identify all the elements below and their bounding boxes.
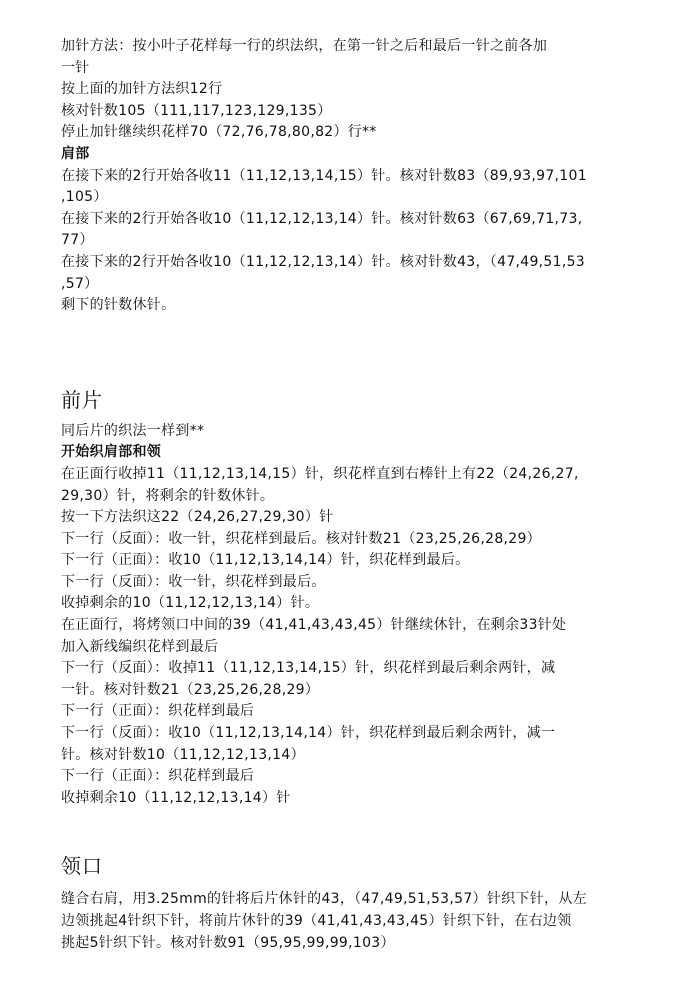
neck-shoulder-subheading: 开始织肩部和领 bbox=[61, 444, 162, 461]
document-page bbox=[61, 36, 651, 954]
neckline-heading: 领口 bbox=[61, 854, 103, 879]
paragraph-line: 下一行（反面）：收一针，织花样到最后。 bbox=[61, 573, 326, 590]
back-piece-section bbox=[61, 36, 651, 317]
paragraph-line: 下一行（反面）：收掉11（11,12,13,14,15）针，织花样到最后剩余两针，减 bbox=[61, 660, 556, 677]
paragraph-line: 一针 bbox=[61, 59, 90, 76]
paragraph-line: 收掉剩余的10（11,12,12,13,14）针。 bbox=[61, 595, 320, 612]
paragraph-line: 下一行（正面）：收10（11,12,13,14,14）针，织花样到最后。 bbox=[61, 552, 470, 569]
paragraph-line: 下一行（正面）：织花样到最后 bbox=[61, 703, 255, 720]
paragraph-line: 在接下来的2行开始各收10（11,12,12,13,14）针。核对针数43，（47,49,51,53 bbox=[61, 253, 586, 270]
paragraph-line: 收掉剩余10（11,12,12,13,14）针 bbox=[61, 789, 291, 806]
paragraph-line: 核对针数105（111,117,123,129,135） bbox=[61, 102, 332, 119]
paragraph-line: 一针。核对针数21（23,25,26,28,29） bbox=[61, 681, 320, 698]
neckline-section bbox=[61, 889, 651, 954]
paragraph-line: 剩下的针数休针。 bbox=[61, 297, 176, 314]
paragraph-line: 缝合右肩，用3.25mm的针将后片休针的43，（47,49,51,53,57）针织下针，从左 bbox=[61, 891, 587, 908]
paragraph-line: 加针方法：按小叶子花样每一行的织法织，在第一针之后和最后一针之前各加 bbox=[61, 38, 548, 54]
paragraph-line: 在正面行，将烤领口中间的39（41,41,43,43,45）针继续休针，在剩余33针处 bbox=[61, 617, 567, 634]
paragraph-line: 下一行（反面）：收10（11,12,13,14,14）针，织花样到最后剩余两针，减一 bbox=[61, 725, 556, 742]
paragraph-line: 按一下方法织这22（24,26,27,29,30）针 bbox=[61, 509, 334, 526]
paragraph-line: 下一行（反面）：收一针，织花样到最后。核对针数21（23,25,26,28,29） bbox=[61, 530, 541, 547]
front-piece-section bbox=[61, 421, 651, 810]
paragraph-line: ,57） bbox=[61, 275, 99, 292]
paragraph-line: 停止加针继续织花样70（72,76,78,80,82）行** bbox=[61, 124, 377, 141]
paragraph-line: 挑起5针织下针。核对针数91（95,95,99,99,103） bbox=[61, 934, 395, 951]
paragraph-line: 在接下来的2行开始各收10（11,12,12,13,14）针。核对针数63（67,69,71,73, bbox=[61, 210, 583, 227]
paragraph-line: 针。核对针数10（11,12,12,13,14） bbox=[61, 746, 305, 763]
shoulder-subheading: 肩部 bbox=[61, 145, 90, 162]
paragraph-line: 77） bbox=[61, 232, 94, 249]
paragraph-line: 29,30）针，将剩余的针数休针。 bbox=[61, 487, 275, 504]
paragraph-line: 下一行（正面）：织花样到最后 bbox=[61, 768, 255, 785]
paragraph-line: 按上面的加针方法织12行 bbox=[61, 81, 223, 98]
paragraph-line: 在正面行收掉11（11,12,13,14,15）针，织花样直到右棒针上有22（24,26,27, bbox=[61, 465, 579, 482]
paragraph-line: 边领挑起4针织下针，将前片休针的39（41,41,43,43,45）针织下针，在右边领 bbox=[61, 913, 572, 929]
paragraph-line: 在接下来的2行开始各收11（11,12,13,14,15）针。核对针数83（89,93,97,101 bbox=[61, 167, 587, 184]
paragraph-line: 加入新线编织花样到最后 bbox=[61, 638, 219, 655]
paragraph-line: ,105） bbox=[61, 189, 108, 206]
paragraph-line: 同后片的织法一样到** bbox=[61, 422, 205, 439]
front-piece-heading: 前片 bbox=[61, 387, 103, 412]
